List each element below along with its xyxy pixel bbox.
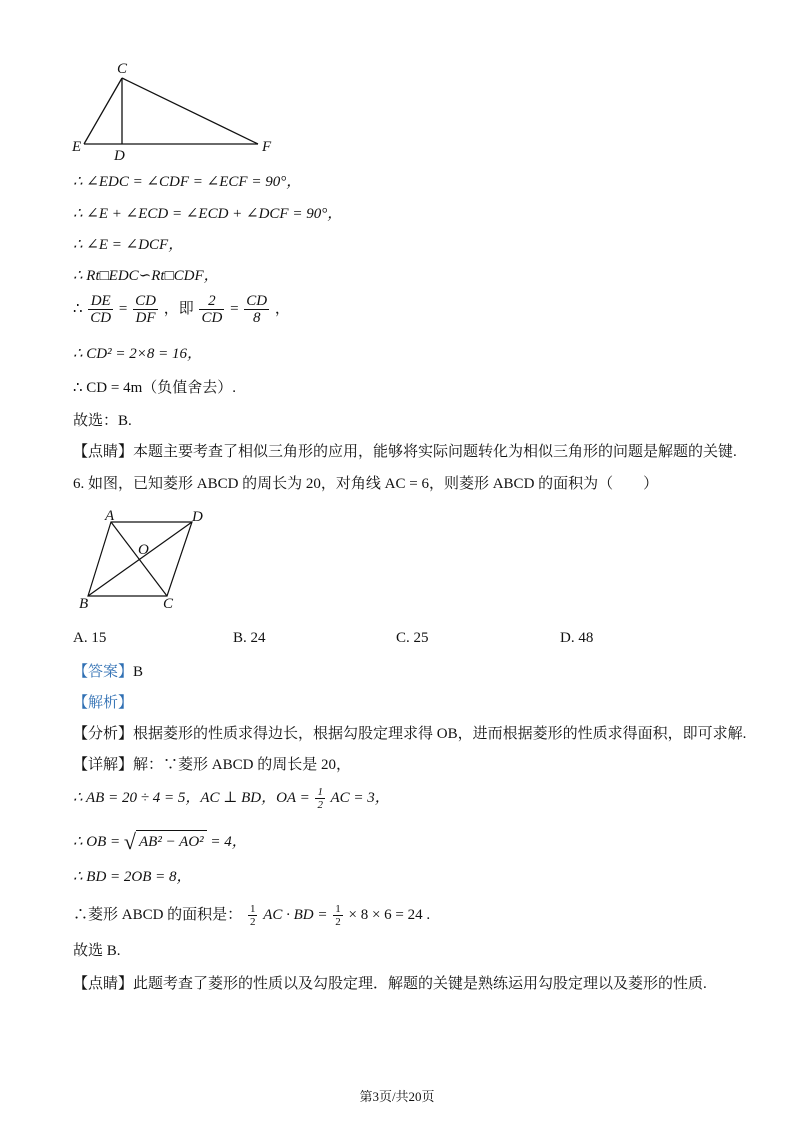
s2-a: ∴ OB = [73,834,121,850]
label-C: C [117,61,128,77]
fenxi-tag: 【分析】 [73,726,134,742]
s1-a: ∴ AB = 20 ÷ 4 = 5，AC ⊥ BD，OA = [73,789,310,806]
sqrt-radicand: AB² − AO² [136,830,207,853]
triangle-figure [68,58,288,168]
question-stem: 6. 如图，已知菱形 ABCD 的周长为 20，对角线 AC = 6，则菱形 ABCD 的面积为（ ） [73,476,659,492]
label-B: B [79,596,89,612]
edge-CF [122,78,258,144]
equals: = [118,300,128,317]
choice-line: 故选：B. [73,413,132,429]
option-b[interactable]: B. 24 [233,630,266,646]
s4-b: AC · BD = [263,906,328,923]
fraction-2-cd [199,293,224,326]
label-A: A [105,508,115,524]
frac-num: 1 [335,903,341,915]
comment-line-q6 [73,973,707,995]
fraction-one-half [248,903,258,928]
fenxi-text: 根据菱形的性质求得边长，根据勾股定理求得 OB，进而根据菱形的性质求得面积，即可求解. [133,726,747,742]
diagonal-BD [88,522,192,596]
page-footer: 第3页/共20页 [359,1089,435,1104]
frac-den: DF [135,310,156,326]
answer-tag: 【答案】 [73,664,134,680]
solution-step-2 [73,830,247,853]
solution-step-4 [73,903,430,928]
namely: ，即 [163,300,194,317]
frac-num: 1 [249,903,256,915]
label-D: D [192,509,203,525]
comment-tag: 【点睛】 [73,444,134,460]
s1-b: AC = 3， [330,789,390,806]
answer-line [73,661,143,683]
option-a[interactable]: A. 15 [73,630,107,646]
therefore: ∴ [73,300,83,317]
step-line-3: ∴ ∠E = ∠DCF， [73,237,184,253]
solution-step-3: ∴ BD = 2OB = 8， [73,869,192,885]
frac-num: CD [246,293,268,309]
step-line-7: ∴ CD = 4m（负值舍去）. [73,380,237,396]
s2-b: = 4， [210,834,247,850]
step-line-4: ∴ Rt□EDC∽Rt□CDF， [73,268,219,284]
detail-text: 解：∵菱形 ABCD 的周长是 20， [133,757,351,773]
detail-line [73,754,351,776]
comment-tag: 【点睛】 [73,976,134,992]
analysis-tag: 【解析】 [73,695,134,711]
frac-num: 2 [199,293,224,310]
edge-EC [84,78,122,144]
fraction-one-half [315,786,325,811]
frac-den: 2 [335,916,341,928]
step-line-5 [73,293,290,326]
answer-value: B [133,664,144,680]
sqrt-sign: √ [123,829,136,854]
s4-a: ∴菱形 ABCD 的面积是： [73,906,243,923]
s4-c: × 8 × 6 = 24 . [348,906,431,923]
fraction-one-half [333,903,343,928]
label-E: E [72,139,82,155]
comma: ， [274,300,290,317]
solution-step-1 [73,786,390,811]
frac-den: 8 [252,310,261,326]
frac-den: CD [90,310,112,326]
label-O: O [138,542,149,558]
step-line-2: ∴ ∠E + ∠ECD = ∠ECD + ∠DCF = 90°， [73,206,343,222]
frac-den: CD [201,310,223,326]
step-line-1: ∴ ∠EDC = ∠CDF = ∠ECF = 90°， [73,174,302,190]
comment-text: 本题主要考查了相似三角形的应用，能够将实际问题转化为相似三角形的问题是解题的关键. [133,444,737,460]
fenxi-line [73,723,746,745]
comment-line [73,441,737,463]
label-D: D [114,148,125,164]
label-C: C [163,596,174,612]
comment-text: 此题考查了菱形的性质以及勾股定理．解题的关键是熟练运用勾股定理以及菱形的性质. [133,976,707,992]
frac-num: CD [135,293,156,309]
frac-den: 2 [317,799,323,811]
label-F: F [262,139,272,155]
step-line-6: ∴ CD² = 2×8 = 16， [73,346,202,362]
fraction-de-cd [88,293,113,326]
fraction-cd-df [133,293,158,326]
choice-line-q6: 故选 B. [73,943,121,959]
frac-num: 1 [317,786,323,798]
frac-den: 2 [249,916,256,928]
option-c[interactable]: C. 25 [396,630,429,646]
option-d[interactable]: D. 48 [560,630,594,646]
fraction-cd-8 [244,293,269,326]
rhombus-figure [76,508,206,612]
equals: = [230,300,239,317]
frac-num: DE [88,293,113,310]
detail-tag: 【详解】 [73,757,134,773]
